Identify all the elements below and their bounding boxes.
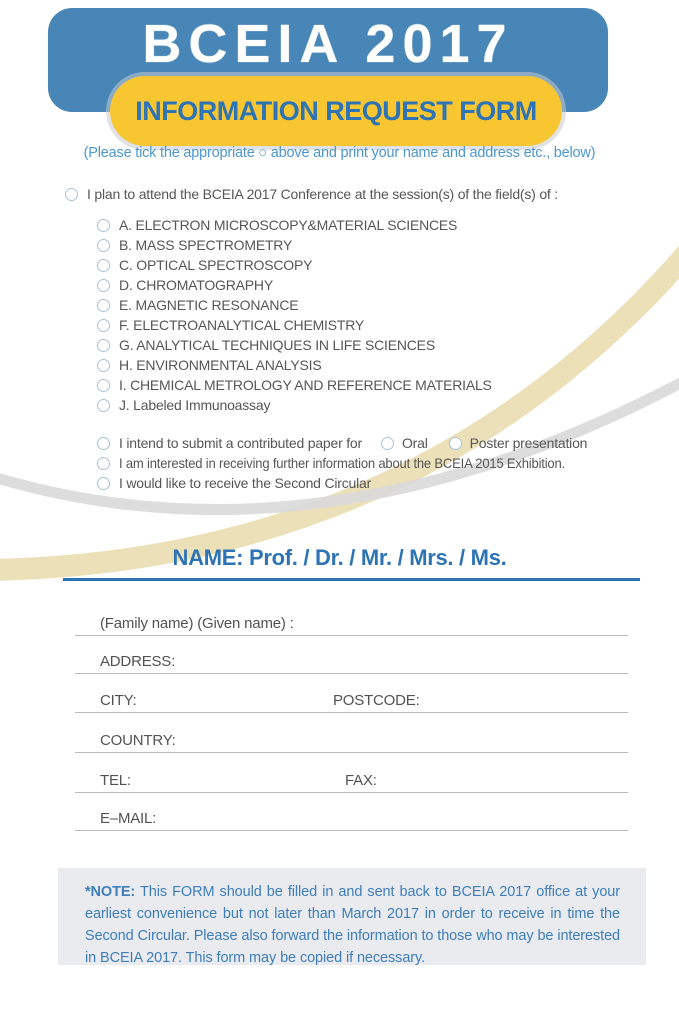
address-label: ADDRESS:	[100, 653, 176, 670]
city-postcode-field[interactable]	[75, 686, 628, 713]
session-b-label: B. MASS SPECTROMETRY	[119, 237, 293, 253]
session-j-label: J. Labeled Immunoassay	[119, 397, 271, 413]
session-list	[97, 215, 492, 415]
attend-conference-row	[65, 184, 558, 204]
email-label: E–MAIL:	[100, 810, 157, 827]
note-text	[85, 881, 620, 969]
postcode-label: POSTCODE:	[333, 692, 420, 709]
session-h-label: H. ENVIRONMENTAL ANALYSIS	[119, 357, 322, 373]
form-title: INFORMATION REQUEST FORM	[135, 95, 537, 126]
session-j-checkbox[interactable]	[97, 399, 110, 412]
address-field[interactable]	[75, 647, 628, 674]
session-row-g	[97, 335, 492, 355]
second-circular-row	[97, 473, 599, 493]
statement-list	[97, 433, 599, 493]
contributed-paper-row	[97, 433, 599, 453]
tel-label: TEL:	[100, 772, 131, 789]
session-row-a	[97, 215, 492, 235]
note-box	[58, 868, 646, 965]
oral-option	[381, 435, 428, 451]
exhibition-info-row	[97, 453, 599, 473]
tel-fax-field[interactable]	[75, 766, 628, 793]
session-row-j	[97, 395, 492, 415]
fax-label: FAX:	[345, 772, 377, 789]
family-given-name-label: (Family name) (Given name) :	[100, 615, 294, 632]
contributed-paper-label: I intend to submit a contributed paper for	[119, 435, 362, 451]
exhibition-info-label: I am interested in receiving further information about the BCEIA 2015 Exhibition.	[119, 455, 565, 471]
exhibition-info-checkbox[interactable]	[97, 457, 110, 470]
form-title-pill	[110, 76, 562, 146]
page-title: BCEIA 2017	[142, 14, 514, 74]
session-d-label: D. CHROMATOGRAPHY	[119, 277, 273, 293]
contributed-paper-checkbox[interactable]	[97, 437, 110, 450]
session-c-label: C. OPTICAL SPECTROSCOPY	[119, 257, 313, 273]
city-label: CITY:	[100, 692, 137, 709]
second-circular-checkbox[interactable]	[97, 477, 110, 490]
session-e-checkbox[interactable]	[97, 299, 110, 312]
session-c-checkbox[interactable]	[97, 259, 110, 272]
note-label: *NOTE:	[85, 884, 136, 900]
poster-option	[449, 435, 588, 451]
attend-conference-checkbox[interactable]	[65, 188, 78, 201]
session-row-c	[97, 255, 492, 275]
country-field[interactable]	[75, 726, 628, 753]
session-g-checkbox[interactable]	[97, 339, 110, 352]
second-circular-label: I would like to receive the Second Circular	[119, 475, 372, 491]
session-row-h	[97, 355, 492, 375]
session-row-e	[97, 295, 492, 315]
oral-label: Oral	[401, 435, 428, 451]
session-i-checkbox[interactable]	[97, 379, 110, 392]
session-f-label: F. ELECTROANALYTICAL CHEMISTRY	[119, 317, 365, 333]
session-g-label: G. ANALYTICAL TECHNIQUES IN LIFE SCIENCES	[119, 337, 435, 353]
session-row-f	[97, 315, 492, 335]
email-field[interactable]	[75, 804, 628, 831]
session-i-label: I. CHEMICAL METROLOGY AND REFERENCE MATERIALS	[119, 377, 492, 393]
session-row-d	[97, 275, 492, 295]
session-d-checkbox[interactable]	[97, 279, 110, 292]
session-row-i	[97, 375, 492, 395]
family-given-name-field[interactable]	[75, 609, 628, 636]
session-h-checkbox[interactable]	[97, 359, 110, 372]
oral-checkbox[interactable]	[381, 437, 394, 450]
session-b-checkbox[interactable]	[97, 239, 110, 252]
name-section-heading: NAME: Prof. / Dr. / Mr. / Mrs. / Ms.	[172, 545, 507, 570]
name-section-divider	[63, 578, 640, 581]
session-a-label: A. ELECTRON MICROSCOPY&MATERIAL SCIENCES	[119, 217, 458, 233]
poster-checkbox[interactable]	[449, 437, 462, 450]
poster-label: Poster presentation	[469, 435, 588, 451]
session-f-checkbox[interactable]	[97, 319, 110, 332]
instruction-text: (Please tick the appropriate ○ above and print your name and address etc., below)	[83, 145, 596, 161]
note-body: This FORM should be filled in and sent back to BCEIA 2017 office at your earliest convenience but not later than March 2017 in order to receive in time the Second Circular. Please also forward the information to those who may be interested in BCEIA 2017. This form may be copied if necessary.	[85, 884, 620, 966]
attend-conference-label: I plan to attend the BCEIA 2017 Conference at the session(s) of the field(s) of :	[87, 186, 558, 202]
country-label: COUNTRY:	[100, 732, 176, 749]
session-row-b	[97, 235, 492, 255]
session-e-label: E. MAGNETIC RESONANCE	[119, 297, 299, 313]
session-a-checkbox[interactable]	[97, 219, 110, 232]
